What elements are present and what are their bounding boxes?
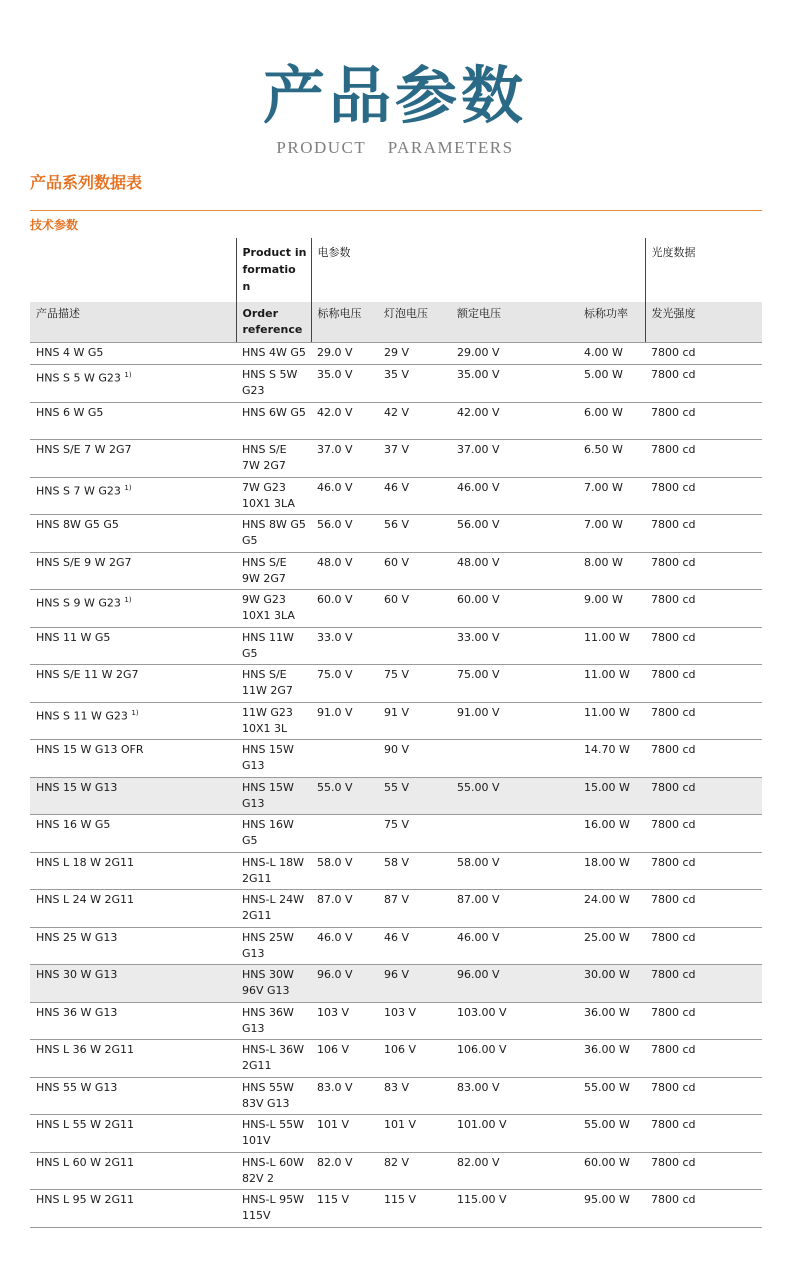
cell-lamp-voltage: 106 V <box>378 1040 451 1078</box>
cell-nominal-voltage: 46.0 V <box>311 927 378 965</box>
product-desc-text: HNS 55 W G13 <box>36 1080 118 1094</box>
cell-lamp-voltage: 103 V <box>378 1002 451 1040</box>
cell-desc <box>30 1040 236 1078</box>
table-row <box>30 343 762 365</box>
product-desc-text: HNS S 7 W G23 <box>36 484 121 498</box>
product-desc-text: HNS 15 W G13 OFR <box>36 743 144 756</box>
cell-nominal-voltage: 82.0 V <box>311 1152 378 1190</box>
cell-desc <box>30 852 236 890</box>
cell-order: 7W G23 10X1 3LA <box>236 477 311 515</box>
table-row <box>30 852 762 890</box>
cell-nominal-voltage: 60.0 V <box>311 590 378 628</box>
cell-desc <box>30 965 236 1003</box>
col-header-power: 标称功率 <box>578 302 645 343</box>
cell-desc <box>30 552 236 590</box>
cell-lamp-voltage: 29 V <box>378 343 451 365</box>
cell-power: 11.00 W <box>578 665 645 703</box>
cell-nominal-voltage <box>311 815 378 853</box>
product-desc-text: HNS 6 W G5 <box>36 405 104 419</box>
cell-order: HNS 55W 83V G13 <box>236 1077 311 1115</box>
cell-rated-voltage: 46.00 V <box>451 477 578 515</box>
cell-desc <box>30 890 236 928</box>
cell-nominal-voltage <box>311 740 378 778</box>
product-desc-text: HNS 25 W G13 <box>36 930 118 944</box>
cell-order: HNS-L 95W 115V <box>236 1190 311 1228</box>
cell-lamp-voltage: 60 V <box>378 552 451 590</box>
cell-order: HNS 36W G13 <box>236 1002 311 1040</box>
cell-rated-voltage: 83.00 V <box>451 1077 578 1115</box>
product-desc-text: HNS S 11 W G23 <box>36 709 128 723</box>
cell-nominal-voltage: 56.0 V <box>311 515 378 553</box>
cell-power: 5.00 W <box>578 365 645 403</box>
cell-power: 7.00 W <box>578 477 645 515</box>
cell-nominal-voltage: 87.0 V <box>311 890 378 928</box>
cell-order: 9W G23 10X1 3LA <box>236 590 311 628</box>
cell-rated-voltage: 115.00 V <box>451 1190 578 1228</box>
cell-rated-voltage: 37.00 V <box>451 440 578 478</box>
cell-nominal-voltage: 46.0 V <box>311 477 378 515</box>
cell-intensity: 7800 cd <box>645 1040 762 1078</box>
cell-order: HNS 11W G5 <box>236 627 311 665</box>
cell-rated-voltage: 56.00 V <box>451 515 578 553</box>
cell-nominal-voltage: 48.0 V <box>311 552 378 590</box>
footnote-marker: 1) <box>131 708 139 717</box>
table-row <box>30 590 762 628</box>
cell-desc <box>30 777 236 815</box>
cell-power: 11.00 W <box>578 627 645 665</box>
cell-nominal-voltage: 29.0 V <box>311 343 378 365</box>
product-desc-text: HNS L 36 W 2G11 <box>36 1043 134 1056</box>
table-column-header <box>30 302 762 343</box>
cell-power: 16.00 W <box>578 815 645 853</box>
cell-power: 6.50 W <box>578 440 645 478</box>
cell-power: 8.00 W <box>578 552 645 590</box>
cell-desc <box>30 665 236 703</box>
cell-power: 25.00 W <box>578 927 645 965</box>
cell-order: 11W G23 10X1 3L <box>236 702 311 740</box>
product-desc-text: HNS 4 W G5 <box>36 346 104 359</box>
photometric-header: 光度数据 <box>645 238 762 302</box>
cell-lamp-voltage: 83 V <box>378 1077 451 1115</box>
product-desc-text: HNS 36 W G13 <box>36 1005 118 1019</box>
table-group-header <box>30 238 762 302</box>
series-title: 产品系列数据表 <box>30 173 143 192</box>
cell-intensity: 7800 cd <box>645 515 762 553</box>
cell-rated-voltage: 48.00 V <box>451 552 578 590</box>
cell-power: 36.00 W <box>578 1040 645 1078</box>
table-row <box>30 1077 762 1115</box>
cell-rated-voltage: 58.00 V <box>451 852 578 890</box>
table-row <box>30 1190 762 1228</box>
cell-desc <box>30 627 236 665</box>
cell-desc <box>30 1077 236 1115</box>
product-desc-text: HNS 11 W G5 <box>36 630 111 644</box>
cell-order: HNS-L 36W 2G11 <box>236 1040 311 1078</box>
cell-order: HNS-L 24W 2G11 <box>236 890 311 928</box>
cell-power: 60.00 W <box>578 1152 645 1190</box>
cell-desc <box>30 477 236 515</box>
cell-desc <box>30 1190 236 1228</box>
cell-intensity: 7800 cd <box>645 890 762 928</box>
cell-lamp-voltage: 58 V <box>378 852 451 890</box>
cell-rated-voltage: 87.00 V <box>451 890 578 928</box>
cell-nominal-voltage: 83.0 V <box>311 1077 378 1115</box>
cell-intensity: 7800 cd <box>645 440 762 478</box>
table-row <box>30 1152 762 1190</box>
cell-lamp-voltage: 101 V <box>378 1115 451 1153</box>
cell-rated-voltage: 55.00 V <box>451 777 578 815</box>
cell-rated-voltage: 101.00 V <box>451 1115 578 1153</box>
page-subtitle: PRODUCT PARAMETERS <box>276 138 514 157</box>
cell-intensity: 7800 cd <box>645 665 762 703</box>
cell-intensity: 7800 cd <box>645 343 762 365</box>
cell-nominal-voltage: 55.0 V <box>311 777 378 815</box>
cell-rated-voltage: 91.00 V <box>451 702 578 740</box>
col-header-intensity: 发光强度 <box>645 302 762 343</box>
cell-power: 55.00 W <box>578 1115 645 1153</box>
cell-lamp-voltage: 46 V <box>378 477 451 515</box>
cell-lamp-voltage: 56 V <box>378 515 451 553</box>
cell-order: HNS S/E 7W 2G7 <box>236 440 311 478</box>
cell-lamp-voltage: 35 V <box>378 365 451 403</box>
empty-header-cell <box>30 238 236 302</box>
cell-rated-voltage <box>451 815 578 853</box>
cell-lamp-voltage: 42 V <box>378 402 451 440</box>
product-desc-text: HNS L 24 W 2G11 <box>36 893 134 906</box>
divider <box>30 210 762 211</box>
table-row <box>30 777 762 815</box>
cell-lamp-voltage: 87 V <box>378 890 451 928</box>
cell-intensity: 7800 cd <box>645 1002 762 1040</box>
cell-desc <box>30 702 236 740</box>
table-row <box>30 665 762 703</box>
cell-order: HNS-L 55W 101V <box>236 1115 311 1153</box>
cell-desc <box>30 740 236 778</box>
cell-nominal-voltage: 33.0 V <box>311 627 378 665</box>
cell-power: 4.00 W <box>578 343 645 365</box>
table-row <box>30 515 762 553</box>
page-title: 产品参数 <box>262 59 527 132</box>
product-desc-text: HNS S 9 W G23 <box>36 596 121 610</box>
table-row <box>30 740 762 778</box>
cell-nominal-voltage: 106 V <box>311 1040 378 1078</box>
cell-desc <box>30 1152 236 1190</box>
cell-rated-voltage: 46.00 V <box>451 927 578 965</box>
cell-rated-voltage: 33.00 V <box>451 627 578 665</box>
cell-rated-voltage: 29.00 V <box>451 343 578 365</box>
table-row <box>30 927 762 965</box>
cell-intensity: 7800 cd <box>645 402 762 440</box>
cell-lamp-voltage: 46 V <box>378 927 451 965</box>
product-desc-text: HNS L 60 W 2G11 <box>36 1155 134 1169</box>
product-desc-text: HNS 8W G5 G5 <box>36 518 119 531</box>
footnote-marker: 1) <box>124 596 132 604</box>
cell-power: 9.00 W <box>578 590 645 628</box>
cell-intensity: 7800 cd <box>645 815 762 853</box>
cell-nominal-voltage: 58.0 V <box>311 852 378 890</box>
cell-order: HNS 8W G5 G5 <box>236 515 311 553</box>
cell-order: HNS 6W G5 <box>236 402 311 440</box>
product-desc-text: HNS S/E 11 W 2G7 <box>36 668 139 681</box>
cell-nominal-voltage: 96.0 V <box>311 965 378 1003</box>
cell-intensity: 7800 cd <box>645 1077 762 1115</box>
cell-desc <box>30 365 236 403</box>
cell-rated-voltage: 60.00 V <box>451 590 578 628</box>
table-row <box>30 965 762 1003</box>
col-header-nominal-v: 标称电压 <box>311 302 378 343</box>
cell-desc <box>30 515 236 553</box>
cell-rated-voltage: 35.00 V <box>451 365 578 403</box>
table-row <box>30 1115 762 1153</box>
cell-intensity: 7800 cd <box>645 1115 762 1153</box>
cell-desc <box>30 402 236 440</box>
table-row <box>30 1040 762 1078</box>
cell-rated-voltage: 96.00 V <box>451 965 578 1003</box>
cell-rated-voltage: 103.00 V <box>451 1002 578 1040</box>
table-row <box>30 702 762 740</box>
cell-intensity: 7800 cd <box>645 702 762 740</box>
cell-order: HNS S/E 11W 2G7 <box>236 665 311 703</box>
cell-order: HNS S 5W G23 <box>236 365 311 403</box>
cell-order: HNS 15W G13 <box>236 777 311 815</box>
cell-nominal-voltage: 35.0 V <box>311 365 378 403</box>
cell-lamp-voltage: 115 V <box>378 1190 451 1228</box>
col-header-order: Order reference <box>236 302 311 343</box>
cell-nominal-voltage: 101 V <box>311 1115 378 1153</box>
cell-desc <box>30 1002 236 1040</box>
cell-nominal-voltage: 75.0 V <box>311 665 378 703</box>
cell-desc <box>30 1115 236 1153</box>
cell-desc <box>30 440 236 478</box>
cell-lamp-voltage: 60 V <box>378 590 451 628</box>
product-desc-text: HNS L 55 W 2G11 <box>36 1118 134 1131</box>
cell-rated-voltage: 82.00 V <box>451 1152 578 1190</box>
cell-intensity: 7800 cd <box>645 552 762 590</box>
cell-order: HNS 16W G5 <box>236 815 311 853</box>
cell-order: HNS-L 60W 82V 2 <box>236 1152 311 1190</box>
cell-desc <box>30 590 236 628</box>
cell-power: 36.00 W <box>578 1002 645 1040</box>
product-desc-text: HNS L 18 W 2G11 <box>36 855 134 869</box>
cell-lamp-voltage: 91 V <box>378 702 451 740</box>
cell-nominal-voltage: 42.0 V <box>311 402 378 440</box>
product-desc-text: HNS S/E 7 W 2G7 <box>36 443 132 456</box>
cell-intensity: 7800 cd <box>645 365 762 403</box>
cell-intensity: 7800 cd <box>645 627 762 665</box>
cell-lamp-voltage: 55 V <box>378 777 451 815</box>
cell-intensity: 7800 cd <box>645 1190 762 1228</box>
cell-lamp-voltage <box>378 627 451 665</box>
col-header-lamp-v: 灯泡电压 <box>378 302 451 343</box>
cell-rated-voltage: 75.00 V <box>451 665 578 703</box>
section-title: 技术参数 <box>30 218 79 232</box>
product-desc-text: HNS 16 W G5 <box>36 818 111 831</box>
cell-power: 18.00 W <box>578 852 645 890</box>
cell-intensity: 7800 cd <box>645 590 762 628</box>
cell-order: HNS 15W G13 <box>236 740 311 778</box>
cell-power: 11.00 W <box>578 702 645 740</box>
cell-order: HNS 30W 96V G13 <box>236 965 311 1003</box>
col-header-desc: 产品描述 <box>30 302 236 343</box>
cell-lamp-voltage: 75 V <box>378 815 451 853</box>
cell-order: HNS S/E 9W 2G7 <box>236 552 311 590</box>
cell-power: 14.70 W <box>578 740 645 778</box>
table-row <box>30 402 762 440</box>
cell-intensity: 7800 cd <box>645 740 762 778</box>
product-desc-text: HNS S 5 W G23 <box>36 371 121 385</box>
product-desc-text: HNS L 95 W 2G11 <box>36 1193 134 1206</box>
table-row <box>30 440 762 478</box>
cell-order: HNS 25W G13 <box>236 927 311 965</box>
cell-lamp-voltage: 75 V <box>378 665 451 703</box>
table-row <box>30 365 762 403</box>
spec-table <box>30 238 762 1228</box>
cell-lamp-voltage: 90 V <box>378 740 451 778</box>
cell-power: 7.00 W <box>578 515 645 553</box>
cell-desc <box>30 343 236 365</box>
footnote-marker: 1) <box>124 371 132 379</box>
cell-intensity: 7800 cd <box>645 1152 762 1190</box>
cell-intensity: 7800 cd <box>645 777 762 815</box>
cell-power: 95.00 W <box>578 1190 645 1228</box>
cell-rated-voltage <box>451 740 578 778</box>
table-row <box>30 890 762 928</box>
cell-nominal-voltage: 37.0 V <box>311 440 378 478</box>
cell-nominal-voltage: 91.0 V <box>311 702 378 740</box>
cell-power: 24.00 W <box>578 890 645 928</box>
table-row <box>30 1002 762 1040</box>
product-desc-text: HNS 15 W G13 <box>36 780 118 794</box>
cell-desc <box>30 815 236 853</box>
table-row <box>30 815 762 853</box>
cell-nominal-voltage: 115 V <box>311 1190 378 1228</box>
cell-power: 55.00 W <box>578 1077 645 1115</box>
cell-intensity: 7800 cd <box>645 927 762 965</box>
table-row <box>30 477 762 515</box>
cell-rated-voltage: 106.00 V <box>451 1040 578 1078</box>
cell-nominal-voltage: 103 V <box>311 1002 378 1040</box>
cell-lamp-voltage: 82 V <box>378 1152 451 1190</box>
electrical-header: 电参数 <box>311 238 645 302</box>
table-row <box>30 552 762 590</box>
cell-lamp-voltage: 37 V <box>378 440 451 478</box>
cell-power: 30.00 W <box>578 965 645 1003</box>
cell-rated-voltage: 42.00 V <box>451 402 578 440</box>
cell-lamp-voltage: 96 V <box>378 965 451 1003</box>
product-desc-text: HNS S/E 9 W 2G7 <box>36 555 132 569</box>
cell-order: HNS-L 18W 2G11 <box>236 852 311 890</box>
footnote-marker: 1) <box>124 483 132 492</box>
cell-intensity: 7800 cd <box>645 965 762 1003</box>
cell-order: HNS 4W G5 <box>236 343 311 365</box>
cell-intensity: 7800 cd <box>645 477 762 515</box>
cell-intensity: 7800 cd <box>645 852 762 890</box>
product-desc-text: HNS 30 W G13 <box>36 968 118 981</box>
cell-power: 15.00 W <box>578 777 645 815</box>
product-info-header: Product informatio n <box>236 238 311 302</box>
table-body <box>30 343 762 1228</box>
col-header-rated-v: 额定电压 <box>451 302 578 343</box>
cell-desc <box>30 927 236 965</box>
table-row <box>30 627 762 665</box>
cell-power: 6.00 W <box>578 402 645 440</box>
